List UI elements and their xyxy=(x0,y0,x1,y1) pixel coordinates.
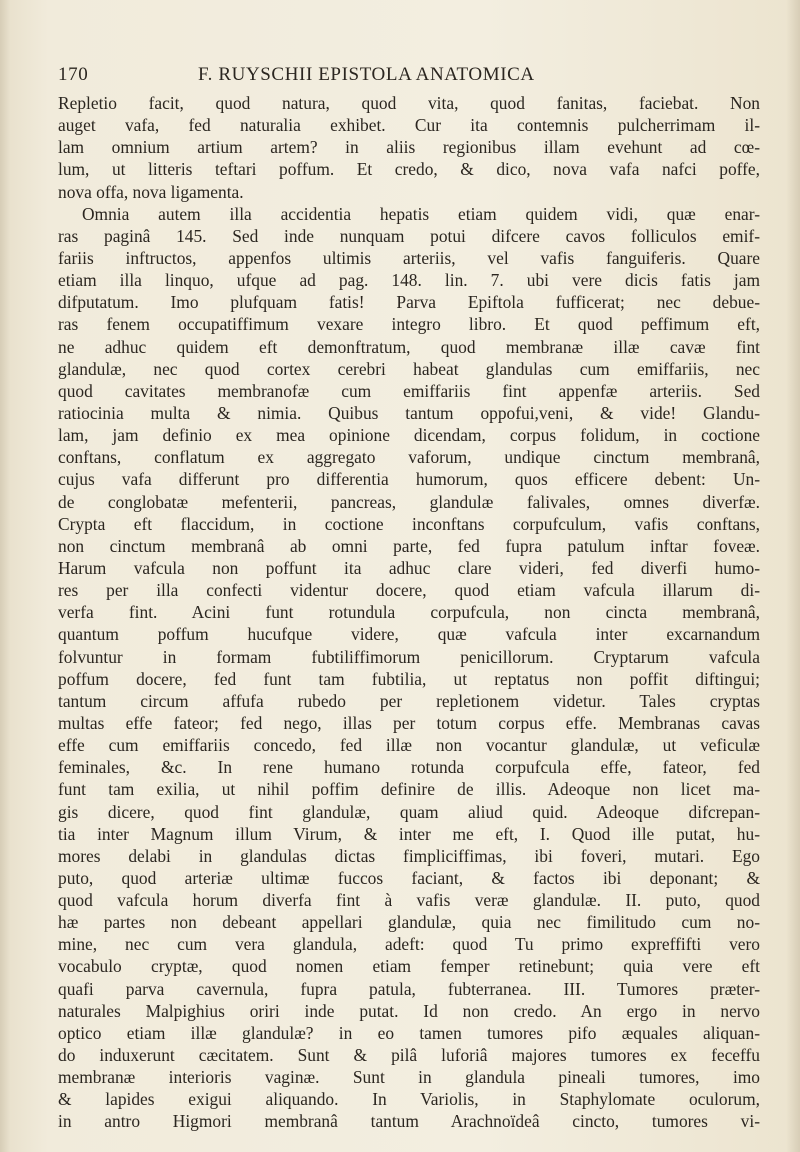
text-line: ras fenem occupatiffimum vexare integro libro. Et quod peffimum eft, xyxy=(58,314,760,335)
text-line: Crypta eft flaccidum, in coctione inconftans corpufculum, vafis conftans, xyxy=(58,513,760,534)
text-line: optico etiam illæ glandulæ? in eo tamen tumores pifo æquales aliquan- xyxy=(58,1022,760,1043)
text-line: ras paginâ 145. Sed inde nunquam potui difcere cavos folliculos emif- xyxy=(58,225,760,246)
text-line: multas effe fateor; fed nego, illas per totum corpus effe. Membranas cavas xyxy=(58,712,760,733)
text-line: quod vafcula horum diverfa fint à vafis veræ glandulæ. II. puto, quod xyxy=(58,890,760,911)
text-line: quod cavitates membranofæ cum emiffariis fint appenfæ arteriis. Sed xyxy=(58,380,760,401)
text-line: tia inter Magnum illum Virum, & inter me eft, I. Quod ille putat, hu- xyxy=(58,823,760,844)
text-line: puto, quod arteriæ ultimæ fuccos faciant, & factos ibi deponant; & xyxy=(58,867,760,888)
text-line: lum, ut litteris teftari poffum. Et credo, & dico, nova vafa nafci poffe, xyxy=(58,159,760,180)
text-line: quantum poffum hucufque videre, quæ vafcula inter excarnandum xyxy=(58,624,760,645)
text-line: glandulæ, nec quod cortex cerebri habeat glandulas cum emiffariis, nec xyxy=(58,358,760,379)
text-line: Omnia autem illa accidentia hepatis etiam quidem vidi, quæ enar- xyxy=(82,203,760,224)
page-gutter-shadow xyxy=(0,0,10,1152)
text-line: fariis inftructos, appenfos ultimis arteriis, vel vafis fanguiferis. Quare xyxy=(58,247,760,268)
text-line: cujus vafa differunt pro differentia humorum, quos efficere debent: Un- xyxy=(58,469,760,490)
text-line: vocabulo cryptæ, quod nomen etiam femper retinebunt; quia vere eft xyxy=(58,956,760,977)
text-line: ratiocinia multa & nimia. Quibus tantum oppofui,veni, & vide! Glandu- xyxy=(58,402,760,423)
text-line: & lapides exigui aliquando. In Variolis, in Staphylomate oculorum, xyxy=(58,1089,760,1110)
running-title: F. RUYSCHII EPISTOLA ANATOMICA xyxy=(198,64,535,85)
text-line: lam omnium artium artem? in aliis regionibus illam evehunt ad cœ- xyxy=(58,137,760,158)
body-text xyxy=(58,92,760,1133)
text-line: quafi parva cavernula, fupra patula, fubterranea. III. Tumores præter- xyxy=(58,978,760,999)
text-line: auget vafa, fed naturalia exhibet. Cur ita contemnis pulcherrimam il- xyxy=(58,115,760,136)
text-line: funt tam exilia, ut nihil poffim definire de illis. Adeoque non licet ma- xyxy=(58,779,760,800)
page-number: 170 xyxy=(58,64,89,85)
text-line: difputatum. Imo plufquam fatis! Parva Epiftola fufficerat; nec debue- xyxy=(58,292,760,313)
text-line: etiam illa linquo, ufque ad pag. 148. lin. 7. ubi vere dicis fatis jam xyxy=(58,270,760,291)
text-line: hæ partes non debeant appellari glandulæ, quia nec fimilitudo cum no- xyxy=(58,912,760,933)
text-line: do induxerunt cæcitatem. Sunt & pilâ luforiâ majores tumores ex feceffu xyxy=(58,1045,760,1066)
text-line: feminales, &c. In rene humano rotunda corpufcula effe, fateor, fed xyxy=(58,757,760,778)
text-line: mores delabi in glandulas dictas fimpliciffimas, ibi foveri, mutari. Ego xyxy=(58,845,760,866)
text-line: Harum vafcula non poffunt ita adhuc clare videri, fed diverfi humo- xyxy=(58,557,760,578)
text-line: folvuntur in formam fubtiliffimorum penicillorum. Cryptarum vafcula xyxy=(58,646,760,667)
page-edge-shadow xyxy=(786,0,800,1152)
text-line: nova offa, nova ligamenta. xyxy=(58,181,244,202)
text-line: gis dicere, quod fint glandulæ, quam aliud quid. Adeoque difcrepan- xyxy=(58,801,760,822)
text-line: ne adhuc quidem eft demonftratum, quod membranæ illæ cavæ fint xyxy=(58,336,760,357)
text-line: in antro Higmori membranâ tantum Arachnoïdeâ cincto, tumores vi- xyxy=(58,1111,760,1132)
text-line: tantum circum affufa rubedo per repletionem videtur. Tales cryptas xyxy=(58,690,760,711)
text-line: naturales Malpighius oriri inde putat. Id non credo. An ergo in nervo xyxy=(58,1000,760,1021)
text-line: non cinctum membranâ ab omni parte, fed fupra patulum inftar foveæ. xyxy=(58,535,760,556)
text-line: verfa fint. Acini funt rotundula corpufcula, non cincta membranâ, xyxy=(58,602,760,623)
running-header xyxy=(58,64,760,90)
text-line: res per illa confecti videntur docere, quod etiam vafcula illarum di- xyxy=(58,580,760,601)
text-line: conftans, conflatum ex aggregato vaforum, undique cinctum membranâ, xyxy=(58,447,760,468)
text-line: membranæ interioris vaginæ. Sunt in glandula pineali tumores, imo xyxy=(58,1067,760,1088)
text-line: lam, jam definio ex mea opinione dicendam, corpus folidum, in coctione xyxy=(58,425,760,446)
text-line: de conglobatæ mefenterii, pancreas, glandulæ falivales, omnes diverfæ. xyxy=(58,491,760,512)
text-line: effe cum emiffariis concedo, fed illæ non vocantur glandulæ, ut veficulæ xyxy=(58,735,760,756)
text-line: mine, nec cum vera glandula, adeft: quod Tu primo expreffifti vero xyxy=(58,934,760,955)
text-line: poffum docere, fed funt tam fubtilia, ut reptatus non poffit diftingui; xyxy=(58,668,760,689)
text-line: Repletio facit, quod natura, quod vita, quod fanitas, faciebat. Non xyxy=(58,93,760,113)
